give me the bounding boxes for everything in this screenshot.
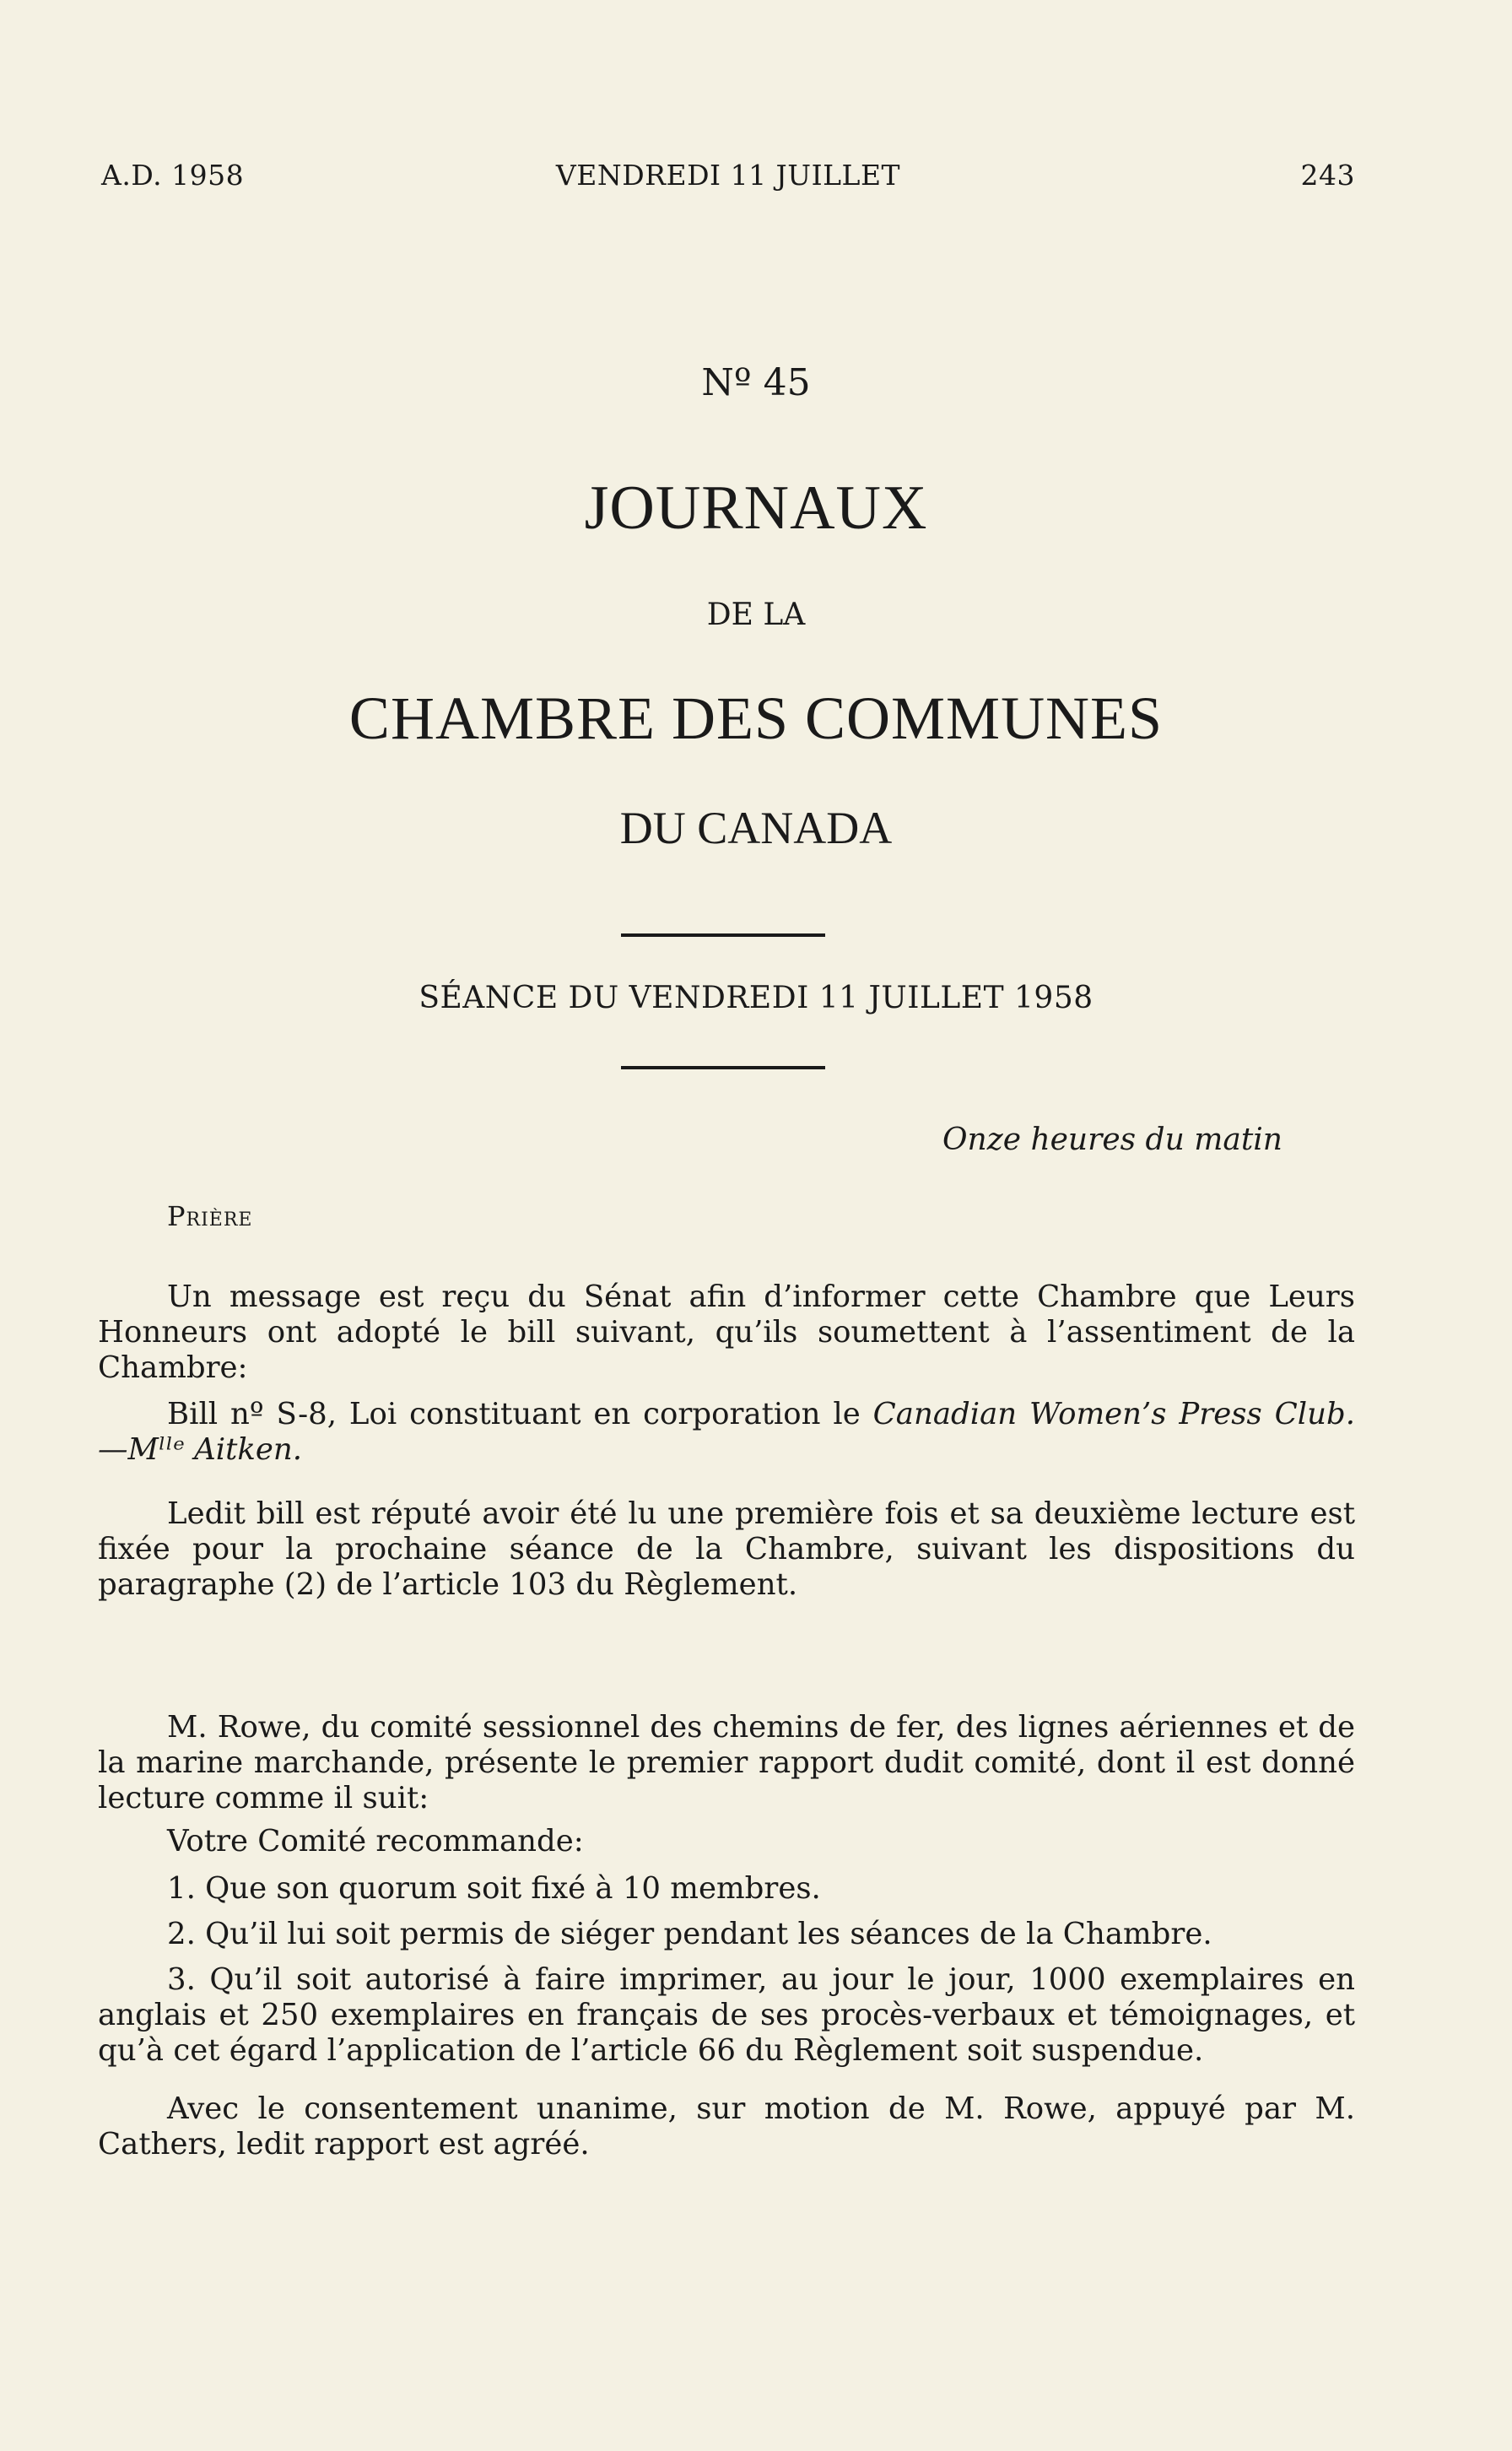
paragraph-text: M. Rowe, du comité sessionnel des chemins de fer, des lignes aériennes et de la marine marchande, présente le premier rapport dudit comité, dont il est donné lecture comme il suit: <box>98 1710 1355 1815</box>
paragraph-first-reading <box>98 1496 1355 1603</box>
priere-heading: Prière <box>167 1200 253 1232</box>
divider-rule <box>621 933 825 937</box>
page-number: 243 <box>1300 159 1355 192</box>
title-journaux: JOURNAUX <box>584 473 928 543</box>
list-item <box>98 1917 1355 1952</box>
header-year: A.D. 1958 <box>101 159 245 192</box>
paragraph-motion <box>98 2091 1355 2162</box>
issue-number: Nº 45 <box>701 361 811 404</box>
title-du-canada: DU CANADA <box>619 803 893 853</box>
bill-club-name: Canadian Women’s Press Club. <box>872 1397 1355 1431</box>
paragraph-bill <box>98 1397 1355 1468</box>
paragraph-senate-message <box>98 1280 1355 1386</box>
header-date: VENDREDI 11 JUILLET <box>555 159 901 192</box>
paragraph-committee-report <box>98 1710 1355 1816</box>
divider-rule <box>621 1066 825 1069</box>
paragraph-text: Ledit bill est réputé avoir été lu une première fois et sa deuxième lecture est fixée pour la prochaine séance de la Chambre, suivant les dispositions du paragraphe (2) de l’article 103 du Règlement. <box>98 1496 1355 1602</box>
paragraph-text: Votre Comité recommande: <box>167 1824 584 1859</box>
paragraph-text <box>98 1397 1355 1468</box>
paragraph-recommends <box>98 1824 1355 1859</box>
bill-text: Bill nº S-8, Loi constituant en corporation le <box>167 1397 873 1431</box>
paragraph-text: 2. Qu’il lui soit permis de siéger pendant les séances de la Chambre. <box>167 1917 1212 1951</box>
list-item <box>98 1962 1355 2069</box>
title-de-la: DE LA <box>706 598 806 632</box>
paragraph-text: 3. Qu’il soit autorisé à faire imprimer, au jour le jour, 1000 exemplaires en anglais et 250 exemplaires en français de ses procès-verbaux et témoignages, et qu’à cet égard l’application de l’article 66 du Règlement soit suspendue. <box>98 1962 1355 2068</box>
list-item <box>98 1871 1355 1907</box>
paragraph-text: 1. Que son quorum soit fixé à 10 membres. <box>167 1871 821 1906</box>
title-chambre: CHAMBRE DES COMMUNES <box>348 684 1164 752</box>
session-time: Onze heures du matin <box>942 1123 1282 1157</box>
bill-sponsor: —Mˡˡᵉ Aitken. <box>98 1432 303 1467</box>
paragraph-text: Avec le consentement unanime, sur motion de M. Rowe, appuyé par M. Cathers, ledit rapport est agréé. <box>98 2091 1355 2162</box>
seance-heading: SÉANCE DU VENDREDI 11 JUILLET 1958 <box>418 981 1094 1015</box>
paragraph-text: Un message est reçu du Sénat afin d’informer cette Chambre que Leurs Honneurs ont adopté le bill suivant, qu’ils soumettent à l’assentiment de la Chambre: <box>98 1280 1355 1385</box>
